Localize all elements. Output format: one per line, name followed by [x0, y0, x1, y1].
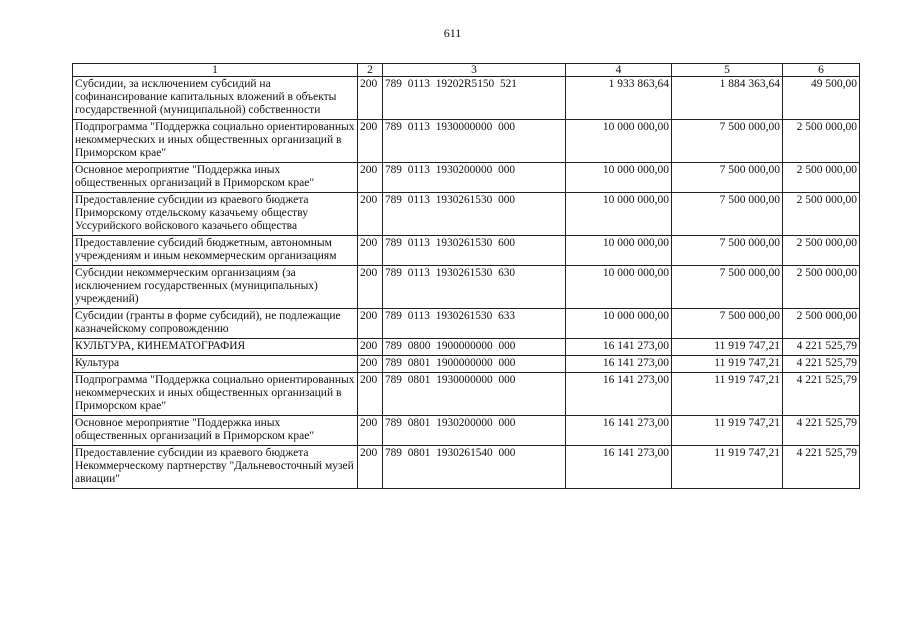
- table-row: [73, 77, 860, 120]
- row-column-2: 200: [358, 163, 383, 193]
- row-name: Основное мероприятие "Поддержка иных общественных организаций в Приморском крае": [73, 163, 358, 193]
- table-row: [73, 416, 860, 446]
- row-column-2: 200: [358, 373, 383, 416]
- row-name: Основное мероприятие "Поддержка иных общественных организаций в Приморском крае": [73, 416, 358, 446]
- row-amount-6: 2 500 000,00: [783, 266, 860, 309]
- row-amount-5: 11 919 747,21: [672, 373, 783, 416]
- row-code: 789 0801 1930200000 000: [383, 416, 566, 446]
- row-amount-4: 10 000 000,00: [566, 120, 672, 163]
- row-amount-6: 2 500 000,00: [783, 309, 860, 339]
- row-amount-6: 4 221 525,79: [783, 339, 860, 356]
- row-column-2: 200: [358, 309, 383, 339]
- page-number: 611: [443, 26, 462, 40]
- row-code: 789 0113 1930000000 000: [383, 120, 566, 163]
- row-amount-4: 10 000 000,00: [566, 266, 672, 309]
- table-row: [73, 266, 860, 309]
- row-amount-4: 16 141 273,00: [566, 373, 672, 416]
- row-code: 789 0113 1930200000 000: [383, 163, 566, 193]
- row-amount-6: 4 221 525,79: [783, 356, 860, 373]
- row-column-2: 200: [358, 446, 383, 489]
- row-amount-5: 7 500 000,00: [672, 120, 783, 163]
- row-column-2: 200: [358, 77, 383, 120]
- row-amount-4: 16 141 273,00: [566, 446, 672, 489]
- row-amount-4: 10 000 000,00: [566, 193, 672, 236]
- row-code: 789 0800 1900000000 000: [383, 339, 566, 356]
- row-amount-5: 7 500 000,00: [672, 236, 783, 266]
- row-amount-6: 4 221 525,79: [783, 416, 860, 446]
- row-name: Предоставление субсидии из краевого бюджета Некоммерческому партнерству "Дальневосточный музей авиации": [73, 446, 358, 489]
- row-amount-6: 2 500 000,00: [783, 163, 860, 193]
- table-row: [73, 236, 860, 266]
- row-amount-6: 4 221 525,79: [783, 446, 860, 489]
- row-amount-6: 2 500 000,00: [783, 236, 860, 266]
- row-code: 789 0801 1930000000 000: [383, 373, 566, 416]
- row-amount-5: 7 500 000,00: [672, 309, 783, 339]
- row-column-2: 200: [358, 120, 383, 163]
- table-row: [73, 339, 860, 356]
- row-amount-5: 7 500 000,00: [672, 193, 783, 236]
- row-code: 789 0113 1930261530 633: [383, 309, 566, 339]
- table-row: [73, 163, 860, 193]
- row-column-2: 200: [358, 416, 383, 446]
- row-amount-4: 10 000 000,00: [566, 163, 672, 193]
- budget-table: [72, 63, 860, 489]
- header-row: [73, 64, 860, 77]
- row-amount-4: 10 000 000,00: [566, 236, 672, 266]
- row-amount-6: 4 221 525,79: [783, 373, 860, 416]
- row-amount-4: 1 933 863,64: [566, 77, 672, 120]
- row-amount-5: 11 919 747,21: [672, 356, 783, 373]
- row-code: 789 0801 1930261540 000: [383, 446, 566, 489]
- table-row: [73, 446, 860, 489]
- table-row: [73, 373, 860, 416]
- row-column-2: 200: [358, 356, 383, 373]
- row-code: 789 0113 1930261530 000: [383, 193, 566, 236]
- row-code: 789 0113 19202R5150 521: [383, 77, 566, 120]
- row-name: Подпрограмма "Поддержка социально ориентированных некоммерческих и иных общественных организаций в Приморском крае": [73, 120, 358, 163]
- row-amount-5: 1 884 363,64: [672, 77, 783, 120]
- row-column-2: 200: [358, 266, 383, 309]
- row-amount-6: 49 500,00: [783, 77, 860, 120]
- row-name: Культура: [73, 356, 358, 373]
- row-amount-5: 11 919 747,21: [672, 446, 783, 489]
- row-column-2: 200: [358, 193, 383, 236]
- row-code: 789 0113 1930261530 630: [383, 266, 566, 309]
- row-column-2: 200: [358, 236, 383, 266]
- row-name: Подпрограмма "Поддержка социально ориентированных некоммерческих и иных общественных организаций в Приморском крае": [73, 373, 358, 416]
- row-amount-4: 16 141 273,00: [566, 356, 672, 373]
- table-row: [73, 356, 860, 373]
- row-amount-4: 16 141 273,00: [566, 339, 672, 356]
- row-name: Субсидии (гранты в форме субсидий), не подлежащие казначейскому сопровождению: [73, 309, 358, 339]
- row-amount-4: 10 000 000,00: [566, 309, 672, 339]
- table-row: [73, 120, 860, 163]
- row-name: КУЛЬТУРА, КИНЕМАТОГРАФИЯ: [73, 339, 358, 356]
- row-amount-4: 16 141 273,00: [566, 416, 672, 446]
- row-amount-5: 11 919 747,21: [672, 416, 783, 446]
- row-column-2: 200: [358, 339, 383, 356]
- row-name: Предоставление субсидий бюджетным, автономным учреждениям и иным некоммерческим организациям: [73, 236, 358, 266]
- row-amount-6: 2 500 000,00: [783, 120, 860, 163]
- column-header-6: 6: [783, 64, 860, 77]
- row-amount-5: 7 500 000,00: [672, 163, 783, 193]
- table-body: [73, 77, 860, 489]
- row-amount-6: 2 500 000,00: [783, 193, 860, 236]
- column-header-5: 5: [672, 64, 783, 77]
- table-row: [73, 309, 860, 339]
- row-amount-5: 7 500 000,00: [672, 266, 783, 309]
- row-code: 789 0113 1930261530 600: [383, 236, 566, 266]
- row-name: Субсидии, за исключением субсидий на софинансирование капитальных вложений в объекты государственной (муниципальной) собственности: [73, 77, 358, 120]
- column-header-1: 1: [73, 64, 358, 77]
- row-amount-5: 11 919 747,21: [672, 339, 783, 356]
- column-header-4: 4: [566, 64, 672, 77]
- row-name: Предоставление субсидии из краевого бюджета Приморскому отдельскому казачьему обществу Уссурийского войскового казачьего общества: [73, 193, 358, 236]
- row-name: Субсидии некоммерческим организациям (за исключением государственных (муниципальных) учреждений): [73, 266, 358, 309]
- column-header-3: 3: [383, 64, 566, 77]
- column-header-2: 2: [358, 64, 383, 77]
- table-row: [73, 193, 860, 236]
- row-code: 789 0801 1900000000 000: [383, 356, 566, 373]
